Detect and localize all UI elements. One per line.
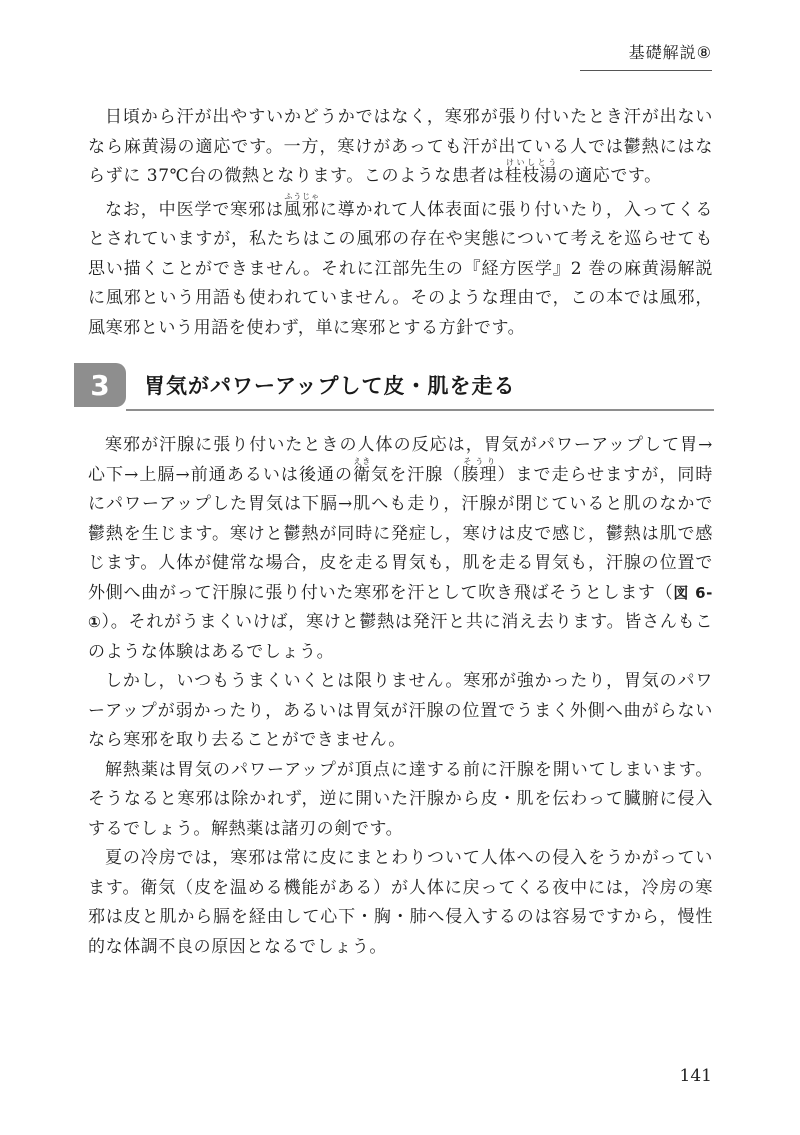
intro-text — [88, 103, 713, 343]
intro-p1-text-a: 日頃から汗が出やすいかどうかではなく，寒邪が張り付いたとき汗が出ないなら麻黄湯の適応です。一方，寒けがあっても汗が出ている人では鬱熱にはならずに 37℃台の微熱となります。このような患者は — [88, 107, 713, 186]
figure-reference: 図 6- ① — [88, 583, 713, 631]
section-number: 3 — [90, 368, 110, 402]
main-paragraph-4: 夏の冷房では，寒邪は常に皮にまとわりついて人体への侵入をうかがっています。衛気（皮を温める機能がある）が人体に戻ってくる夜中には，冷房の寒邪は皮と肌から膈を経由して心下・胸・肺へ侵入するのは容易ですから，慢性的な体調不良の原因となるでしょう。 — [88, 848, 713, 957]
ruby-ei-reading: えき — [353, 456, 371, 466]
running-header: 基礎解説⑧ — [628, 43, 712, 62]
section-title: 胃気がパワーアップして皮・肌を走る — [144, 374, 516, 398]
ruby-keishito-reading: けいしとう — [504, 158, 558, 167]
main-p1-text-a: 寒邪が汗腺に張り付いたときの人体の反応は，胃気がパワーアップして胃→心下→上膈→前通あるいは後通の — [88, 435, 713, 485]
main-p1-text-b: ）まで走らせますが，同時にパワーアップした胃気は下膈→肌へも走り，汗腺が閉じていると肌のなかで鬱熱を生じます。寒けと鬱熱が同時に発症し，寒けは皮で感じ，鬱熱は肌で感じます。人体が健常な場合，皮を走る胃気も，肌を走る胃気も，汗腺の位置で外側へ曲がって汗腺に張り付いた寒邪を汗として吹き飛ばそうとします（ — [88, 464, 714, 603]
ruby-fujya — [283, 191, 320, 220]
ruby-souri-base: 腠理 — [461, 464, 498, 485]
section-heading — [74, 363, 714, 411]
main-text — [88, 431, 713, 962]
page-number: 141 — [679, 1066, 712, 1086]
intro-p1-text-b: の適応です。 — [557, 166, 662, 186]
intro-paragraph-1 — [88, 103, 713, 192]
ruby-ei — [353, 456, 372, 485]
header-rule — [580, 70, 712, 71]
ruby-souri-reading: そうり — [461, 456, 498, 466]
ruby-keishito — [504, 158, 558, 186]
main-paragraph-2: しかし，いつもうまくいくとは限りません。寒邪が強かったり，胃気のパワーアップが弱かったり，あるいは胃気が汗腺の位置でうまく外側へ曲がらないなら寒邪を取り去ることができません。 — [88, 671, 713, 750]
ruby-keishito-base: 桂枝湯 — [504, 166, 558, 186]
intro-p2-text-a: なお，中医学で寒邪は — [105, 199, 284, 220]
main-paragraph-3: 解熱薬は胃気のパワーアップが頂点に達する前に汗腺を開いてしまいます。そうなると寒邪は除かれず，逆に開いた汗腺から皮・肌を伝わって臓腑に侵入するでしょう。解熱薬は諸刃の剣です。 — [88, 759, 713, 839]
main-p1-text-mid: 気を汗腺（ — [371, 464, 462, 485]
section-number-tab — [74, 363, 126, 407]
ruby-fujya-reading: ふうじゃ — [283, 191, 320, 201]
ruby-fujya-base: 風邪 — [283, 199, 320, 220]
main-paragraph-1 — [88, 431, 713, 667]
ruby-souri — [461, 456, 498, 485]
intro-p2-text-b: に導かれて人体表面に張り付いたり，入ってくるとされていますが，私たちはこの風邪の存在や実態について考えを巡らせても思い描くことができません。それに江部先生の『経方医学』2 巻の麻黄湯解説に風邪という用語も使われていません。そのような理由で，この本では風邪，風寒邪という用語を使わず，単に寒邪とする方針です。 — [88, 199, 714, 338]
intro-paragraph-2 — [88, 192, 713, 344]
ruby-ei-base: 衛 — [353, 464, 372, 485]
section-rule — [126, 409, 714, 411]
main-p1-text-c: ）。それがうまくいけば，寒けと鬱熱は発汗と共に消え去ります。皆さんもこのような体験はあるでしょう。 — [88, 612, 713, 662]
